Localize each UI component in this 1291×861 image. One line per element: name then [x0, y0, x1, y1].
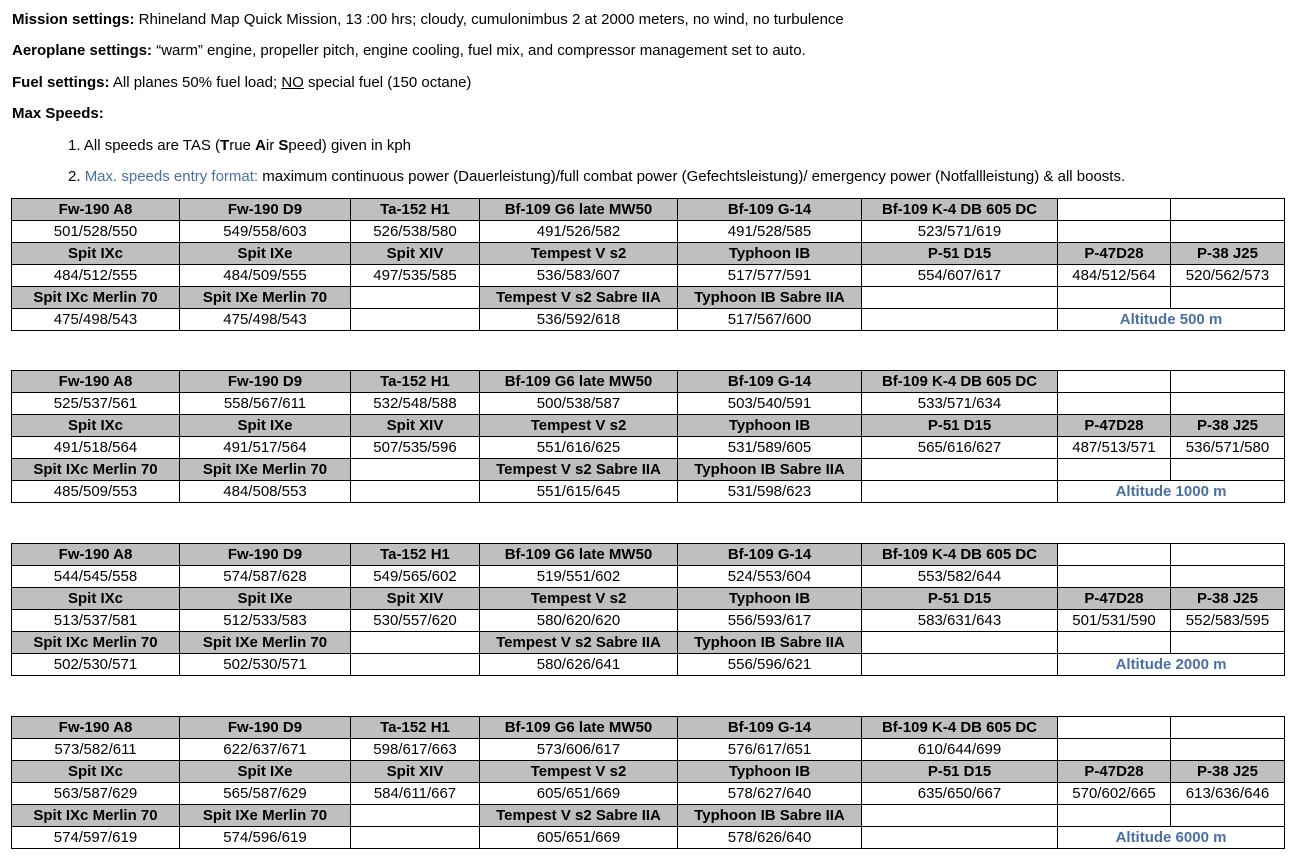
speed-cell: 536/583/607	[480, 265, 678, 287]
aircraft-header-cell: Typhoon IB	[678, 761, 862, 783]
table-header-row	[12, 805, 1285, 827]
speed-cell: 519/551/602	[480, 566, 678, 588]
speed-cell: 503/540/591	[678, 393, 862, 415]
aircraft-header-cell: Bf-109 G6 late MW50	[480, 199, 678, 221]
aircraft-header-cell: Typhoon IB	[678, 415, 862, 437]
speed-cell: 635/650/667	[862, 783, 1058, 805]
speed-cell: 497/535/585	[351, 265, 480, 287]
aircraft-header-cell: Ta-152 H1	[351, 544, 480, 566]
speed-cell: 502/530/571	[12, 654, 180, 676]
empty-cell	[351, 287, 480, 309]
speed-cell: 502/530/571	[180, 654, 351, 676]
speed-cell: 485/509/553	[12, 481, 180, 503]
empty-cell	[1058, 371, 1171, 393]
speed-table-2	[11, 370, 1285, 503]
empty-cell	[1171, 632, 1285, 654]
fuel-settings-text-a: All planes 50% fuel load;	[109, 74, 282, 91]
table-header-row	[12, 287, 1285, 309]
speed-cell: 491/526/582	[480, 221, 678, 243]
aeroplane-settings-text: “warm” engine, propeller pitch, engine cooling, fuel mix, and compressor management set to auto.	[152, 42, 806, 59]
list-item-1-text: All speeds are TAS (True Air Speed) given in kph	[83, 137, 412, 154]
empty-cell	[351, 309, 480, 331]
empty-cell	[862, 287, 1058, 309]
aircraft-header-cell: Spit IXc	[12, 415, 180, 437]
aircraft-header-cell: Ta-152 H1	[351, 199, 480, 221]
speed-cell: 512/533/583	[180, 610, 351, 632]
aircraft-header-cell: Spit XIV	[351, 243, 480, 265]
speed-cell: 501/531/590	[1058, 610, 1171, 632]
speed-cell: 613/636/646	[1171, 783, 1285, 805]
speed-cell: 533/571/634	[862, 393, 1058, 415]
table-row	[12, 566, 1285, 588]
empty-cell	[351, 654, 480, 676]
empty-cell	[1058, 717, 1171, 739]
aircraft-header-cell: P-47D28	[1058, 243, 1171, 265]
aircraft-header-cell: Spit IXe	[180, 761, 351, 783]
speed-cell: 578/627/640	[678, 783, 862, 805]
aircraft-header-cell: P-51 D15	[862, 415, 1058, 437]
aircraft-header-cell: Spit IXc Merlin 70	[12, 805, 180, 827]
speed-cell: 551/615/645	[480, 481, 678, 503]
aircraft-header-cell: Tempest V s2 Sabre IIA	[480, 632, 678, 654]
table-row	[12, 827, 1285, 849]
empty-cell	[1058, 393, 1171, 415]
aircraft-header-cell: Ta-152 H1	[351, 371, 480, 393]
fuel-settings-text-b: special fuel (150 octane)	[303, 74, 472, 91]
empty-cell	[1058, 739, 1171, 761]
speed-cell: 556/593/617	[678, 610, 862, 632]
aircraft-header-cell: P-51 D15	[862, 243, 1058, 265]
table-header-row	[12, 717, 1285, 739]
speed-cell: 552/583/595	[1171, 610, 1285, 632]
empty-cell	[1171, 566, 1285, 588]
altitude-label: Altitude 2000 m	[1058, 654, 1285, 676]
speed-cell: 554/607/617	[862, 265, 1058, 287]
table-row	[12, 265, 1285, 287]
aircraft-header-cell: Fw-190 D9	[180, 717, 351, 739]
aircraft-header-cell: Spit IXe Merlin 70	[180, 805, 351, 827]
table-row	[12, 221, 1285, 243]
empty-cell	[862, 805, 1058, 827]
aircraft-header-cell: Typhoon IB Sabre IIA	[678, 287, 862, 309]
aircraft-header-cell: Spit IXc Merlin 70	[12, 459, 180, 481]
speed-cell: 584/611/667	[351, 783, 480, 805]
aircraft-header-cell: Tempest V s2 Sabre IIA	[480, 459, 678, 481]
table-header-row	[12, 199, 1285, 221]
mission-settings-line	[12, 11, 844, 28]
empty-cell	[1171, 805, 1285, 827]
empty-cell	[351, 805, 480, 827]
empty-cell	[862, 827, 1058, 849]
table-row	[12, 309, 1285, 331]
aircraft-header-cell: Spit IXc Merlin 70	[12, 632, 180, 654]
empty-cell	[351, 481, 480, 503]
aircraft-header-cell: Spit XIV	[351, 761, 480, 783]
empty-cell	[1171, 459, 1285, 481]
aircraft-header-cell: Spit IXe	[180, 588, 351, 610]
speed-cell: 583/631/643	[862, 610, 1058, 632]
aircraft-header-cell: Bf-109 G-14	[678, 371, 862, 393]
aircraft-header-cell: Bf-109 K-4 DB 605 DC	[862, 199, 1058, 221]
aircraft-header-cell: P-51 D15	[862, 588, 1058, 610]
aircraft-header-cell: Fw-190 A8	[12, 371, 180, 393]
empty-cell	[351, 459, 480, 481]
aircraft-header-cell: Bf-109 G6 late MW50	[480, 717, 678, 739]
aircraft-header-cell: Spit IXe	[180, 243, 351, 265]
aeroplane-settings-label: Aeroplane settings:	[12, 42, 153, 59]
empty-cell	[1171, 371, 1285, 393]
table-header-row	[12, 415, 1285, 437]
aircraft-header-cell: Tempest V s2	[480, 761, 678, 783]
table-header-row	[12, 544, 1285, 566]
table-row	[12, 783, 1285, 805]
speed-cell: 491/528/585	[678, 221, 862, 243]
speed-table-4	[11, 716, 1285, 849]
aircraft-header-cell: P-47D28	[1058, 588, 1171, 610]
entry-format-text: maximum continuous power (Dauerleistung)/full combat power (Gefechtsleistung)/ emergency power (Notfallleistung) & all boosts.	[258, 168, 1126, 185]
aircraft-header-cell: Spit IXc	[12, 761, 180, 783]
speed-table-3	[11, 543, 1285, 676]
speed-cell: 553/582/644	[862, 566, 1058, 588]
empty-cell	[1058, 459, 1171, 481]
list-item-1	[68, 137, 411, 154]
speed-cell: 491/517/564	[180, 437, 351, 459]
empty-cell	[1171, 717, 1285, 739]
speed-cell: 524/553/604	[678, 566, 862, 588]
aircraft-header-cell: Bf-109 G-14	[678, 199, 862, 221]
aircraft-header-cell: Tempest V s2	[480, 243, 678, 265]
table-row	[12, 437, 1285, 459]
speed-cell: 565/616/627	[862, 437, 1058, 459]
aircraft-header-cell: Fw-190 A8	[12, 199, 180, 221]
aircraft-header-cell: P-38 J25	[1171, 243, 1285, 265]
speed-cell: 558/567/611	[180, 393, 351, 415]
list-item-1-number: 1.	[68, 137, 81, 154]
speed-cell: 605/651/669	[480, 827, 678, 849]
aircraft-header-cell: Bf-109 G6 late MW50	[480, 544, 678, 566]
empty-cell	[1058, 544, 1171, 566]
empty-cell	[351, 632, 480, 654]
speed-cell: 574/587/628	[180, 566, 351, 588]
aircraft-header-cell: Spit IXe	[180, 415, 351, 437]
speed-table-1	[11, 198, 1285, 331]
aircraft-header-cell: P-47D28	[1058, 415, 1171, 437]
empty-cell	[1171, 739, 1285, 761]
aircraft-header-cell: P-38 J25	[1171, 588, 1285, 610]
fuel-settings-no: NO	[281, 74, 304, 91]
aircraft-header-cell: Ta-152 H1	[351, 717, 480, 739]
empty-cell	[351, 827, 480, 849]
speed-cell: 573/582/611	[12, 739, 180, 761]
aircraft-header-cell: Spit XIV	[351, 415, 480, 437]
empty-cell	[862, 309, 1058, 331]
table-row	[12, 654, 1285, 676]
altitude-label: Altitude 6000 m	[1058, 827, 1285, 849]
speed-cell: 500/538/587	[480, 393, 678, 415]
max-speeds-heading	[12, 105, 104, 122]
speed-cell: 549/565/602	[351, 566, 480, 588]
aircraft-header-cell: P-38 J25	[1171, 415, 1285, 437]
aircraft-header-cell: Fw-190 A8	[12, 544, 180, 566]
aircraft-header-cell: Spit XIV	[351, 588, 480, 610]
speed-cell: 491/518/564	[12, 437, 180, 459]
aircraft-header-cell: Tempest V s2	[480, 415, 678, 437]
speed-cell: 551/616/625	[480, 437, 678, 459]
table-row	[12, 481, 1285, 503]
aircraft-header-cell: Tempest V s2 Sabre IIA	[480, 805, 678, 827]
aircraft-header-cell: Bf-109 K-4 DB 605 DC	[862, 371, 1058, 393]
fuel-settings-label: Fuel settings:	[12, 74, 110, 91]
empty-cell	[1058, 221, 1171, 243]
speed-cell: 520/562/573	[1171, 265, 1285, 287]
speed-cell: 576/617/651	[678, 739, 862, 761]
speed-cell: 484/512/555	[12, 265, 180, 287]
aircraft-header-cell: Typhoon IB Sabre IIA	[678, 459, 862, 481]
speed-cell: 563/587/629	[12, 783, 180, 805]
empty-cell	[1171, 287, 1285, 309]
speed-cell: 530/557/620	[351, 610, 480, 632]
altitude-label: Altitude 1000 m	[1058, 481, 1285, 503]
aircraft-header-cell: Bf-109 G-14	[678, 717, 862, 739]
altitude-label: Altitude 500 m	[1058, 309, 1285, 331]
speed-cell: 573/606/617	[480, 739, 678, 761]
empty-cell	[862, 459, 1058, 481]
speed-cell: 517/567/600	[678, 309, 862, 331]
empty-cell	[862, 632, 1058, 654]
aircraft-header-cell: P-38 J25	[1171, 761, 1285, 783]
speed-cell: 610/644/699	[862, 739, 1058, 761]
aircraft-header-cell: Fw-190 A8	[12, 717, 180, 739]
speed-cell: 513/537/581	[12, 610, 180, 632]
aircraft-header-cell: Spit IXe Merlin 70	[180, 287, 351, 309]
speed-cell: 544/545/558	[12, 566, 180, 588]
speed-cell: 523/571/619	[862, 221, 1058, 243]
empty-cell	[1171, 199, 1285, 221]
mission-settings-text: Rhineland Map Quick Mission, 13 :00 hrs; cloudy, cumulonimbus 2 at 2000 meters, no wind, no turbulence	[134, 11, 844, 28]
empty-cell	[862, 481, 1058, 503]
aircraft-header-cell: Typhoon IB	[678, 243, 862, 265]
speed-cell: 475/498/543	[180, 309, 351, 331]
aircraft-header-cell: Typhoon IB	[678, 588, 862, 610]
aircraft-header-cell: Spit IXc	[12, 243, 180, 265]
aircraft-header-cell: Tempest V s2	[480, 588, 678, 610]
speed-cell: 598/617/663	[351, 739, 480, 761]
aircraft-header-cell: Bf-109 K-4 DB 605 DC	[862, 544, 1058, 566]
table-header-row	[12, 632, 1285, 654]
speed-cell: 484/509/555	[180, 265, 351, 287]
aircraft-header-cell: Tempest V s2 Sabre IIA	[480, 287, 678, 309]
speed-cell: 526/538/580	[351, 221, 480, 243]
table-header-row	[12, 371, 1285, 393]
speed-cell: 580/620/620	[480, 610, 678, 632]
speed-cell: 531/598/623	[678, 481, 862, 503]
aircraft-header-cell: Bf-109 G-14	[678, 544, 862, 566]
speed-cell: 517/577/591	[678, 265, 862, 287]
speed-cell: 549/558/603	[180, 221, 351, 243]
table-header-row	[12, 243, 1285, 265]
speed-cell: 501/528/550	[12, 221, 180, 243]
aircraft-header-cell: Fw-190 D9	[180, 199, 351, 221]
aircraft-header-cell: P-47D28	[1058, 761, 1171, 783]
table-row	[12, 739, 1285, 761]
table-row	[12, 393, 1285, 415]
aircraft-header-cell: Fw-190 D9	[180, 371, 351, 393]
empty-cell	[1058, 566, 1171, 588]
empty-cell	[1171, 393, 1285, 415]
aircraft-header-cell: Fw-190 D9	[180, 544, 351, 566]
speed-cell: 531/589/605	[678, 437, 862, 459]
fuel-settings-line	[12, 74, 471, 91]
speed-cell: 484/508/553	[180, 481, 351, 503]
speed-cell: 487/513/571	[1058, 437, 1171, 459]
table-header-row	[12, 459, 1285, 481]
speed-cell: 532/548/588	[351, 393, 480, 415]
empty-cell	[1171, 544, 1285, 566]
aircraft-header-cell: Spit IXc	[12, 588, 180, 610]
aircraft-header-cell: Typhoon IB Sabre IIA	[678, 632, 862, 654]
aircraft-header-cell: P-51 D15	[862, 761, 1058, 783]
speed-cell: 556/596/621	[678, 654, 862, 676]
empty-cell	[1058, 632, 1171, 654]
table-header-row	[12, 588, 1285, 610]
empty-cell	[1058, 199, 1171, 221]
mission-settings-label: Mission settings:	[12, 11, 135, 28]
speed-cell: 622/637/671	[180, 739, 351, 761]
speed-cell: 525/537/561	[12, 393, 180, 415]
aircraft-header-cell: Bf-109 K-4 DB 605 DC	[862, 717, 1058, 739]
speed-cell: 507/535/596	[351, 437, 480, 459]
speed-cell: 578/626/640	[678, 827, 862, 849]
aircraft-header-cell: Typhoon IB Sabre IIA	[678, 805, 862, 827]
entry-format-label: Max. speeds entry format:	[84, 168, 259, 185]
table-row	[12, 610, 1285, 632]
list-item-2	[68, 168, 1125, 185]
speed-cell: 580/626/641	[480, 654, 678, 676]
empty-cell	[1058, 805, 1171, 827]
table-header-row	[12, 761, 1285, 783]
speed-cell: 536/571/580	[1171, 437, 1285, 459]
empty-cell	[1058, 287, 1171, 309]
speed-cell: 536/592/618	[480, 309, 678, 331]
speed-cell: 565/587/629	[180, 783, 351, 805]
aircraft-header-cell: Spit IXe Merlin 70	[180, 632, 351, 654]
aeroplane-settings-line	[12, 42, 806, 59]
list-item-2-number: 2.	[68, 168, 81, 185]
empty-cell	[862, 654, 1058, 676]
empty-cell	[1171, 221, 1285, 243]
max-speeds-label: Max Speeds:	[12, 105, 104, 122]
speed-cell: 605/651/669	[480, 783, 678, 805]
aircraft-header-cell: Spit IXe Merlin 70	[180, 459, 351, 481]
speed-cell: 574/596/619	[180, 827, 351, 849]
aircraft-header-cell: Bf-109 G6 late MW50	[480, 371, 678, 393]
speed-cell: 475/498/543	[12, 309, 180, 331]
speed-cell: 574/597/619	[12, 827, 180, 849]
aircraft-header-cell: Spit IXc Merlin 70	[12, 287, 180, 309]
speed-cell: 570/602/665	[1058, 783, 1171, 805]
speed-cell: 484/512/564	[1058, 265, 1171, 287]
